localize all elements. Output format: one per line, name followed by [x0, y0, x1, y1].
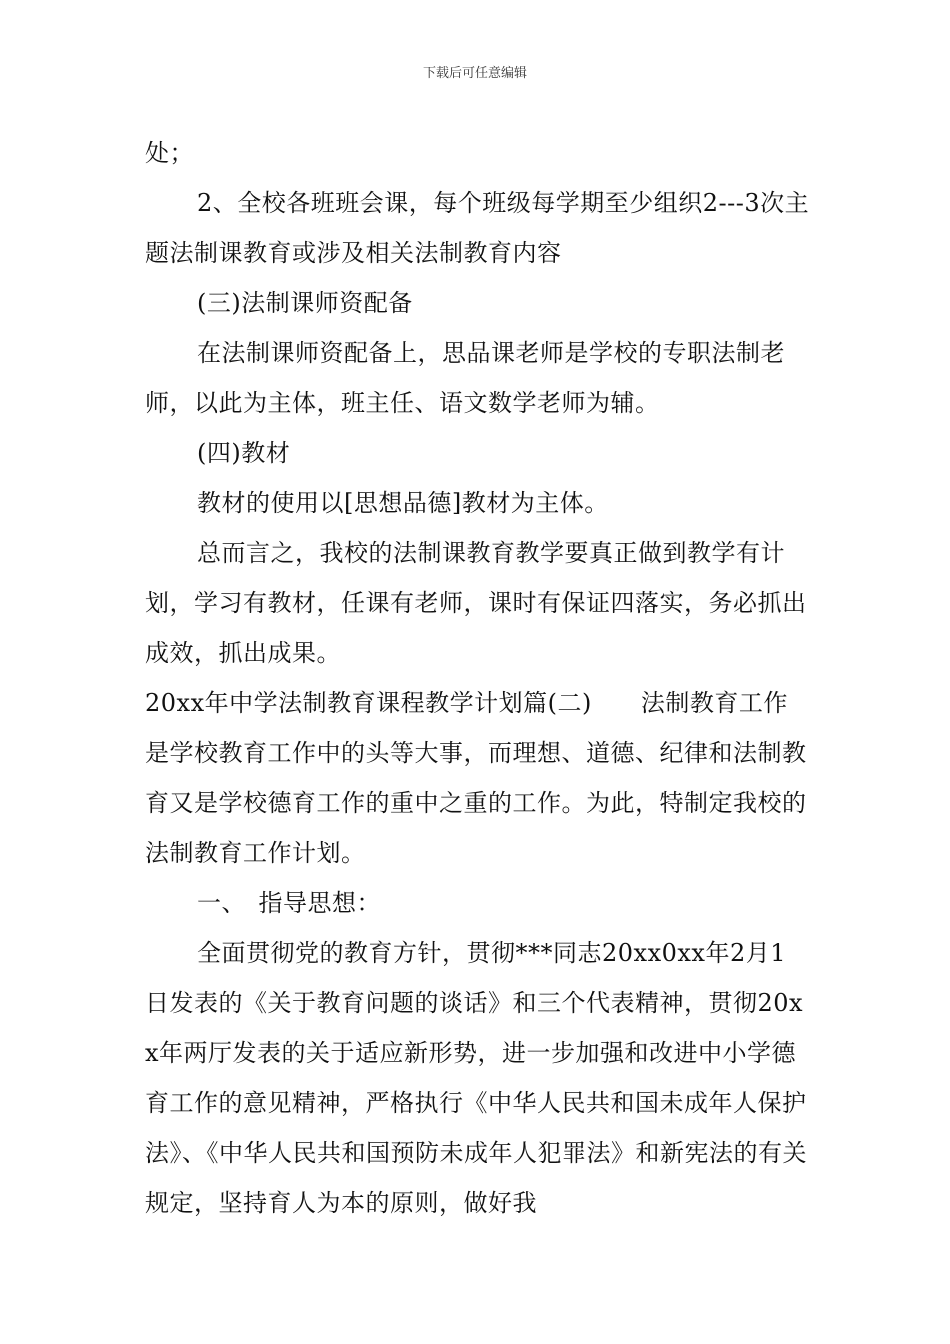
- paragraph-plan-two: 20xx年中学法制教育课程教学计划篇(二) 法制教育工作是学校教育工作中的头等大事，而理想、道德、纪律和法制教育又是学校德育工作的重中之重的工作。为此，特制定我校的法制教育工作计划。: [145, 689, 807, 867]
- paragraph-summary: 总而言之，我校的法制课教育教学要真正做到教学有计划，学习有教材，任课有老师，课时有保证四落实，务必抓出成效，抓出成果。: [145, 539, 807, 667]
- page-header: 下载后可任意编辑: [422, 66, 527, 81]
- paragraph-teachers: 在法制课师资配备上，思品课老师是学校的专职法制老师，以此为主体，班主任、语文数学老师为辅。: [145, 339, 785, 417]
- document-body: [145, 128, 810, 1228]
- paragraph-item-2: 2、全校各班班会课，每个班级每学期至少组织2---3次主题法制课教育或涉及相关法制教育内容: [145, 189, 810, 267]
- section-heading-guiding-thought: 一、 指导思想：: [197, 889, 381, 917]
- section-heading-textbook: (四)教材: [197, 439, 291, 467]
- paragraph-continuation: 处；: [145, 139, 194, 167]
- section-heading-teachers: (三)法制课师资配备: [197, 289, 413, 317]
- paragraph-guiding-thought: 全面贯彻党的教育方针，贯彻***同志20xx0xx年2月1日发表的《关于教育问题的谈话》和三个代表精神，贯彻20xx年两厅发表的关于适应新形势，进一步加强和改进中小学德育工作的意见精神，严格执行《中华人民共和国未成年人保护法》、《中华人民共和国预防未成年人犯罪法》和新宪法的有关规定，坚持育人为本的原则，做好我: [145, 939, 807, 1217]
- paragraph-textbook: 教材的使用以[思想品德]教材为主体。: [197, 489, 609, 517]
